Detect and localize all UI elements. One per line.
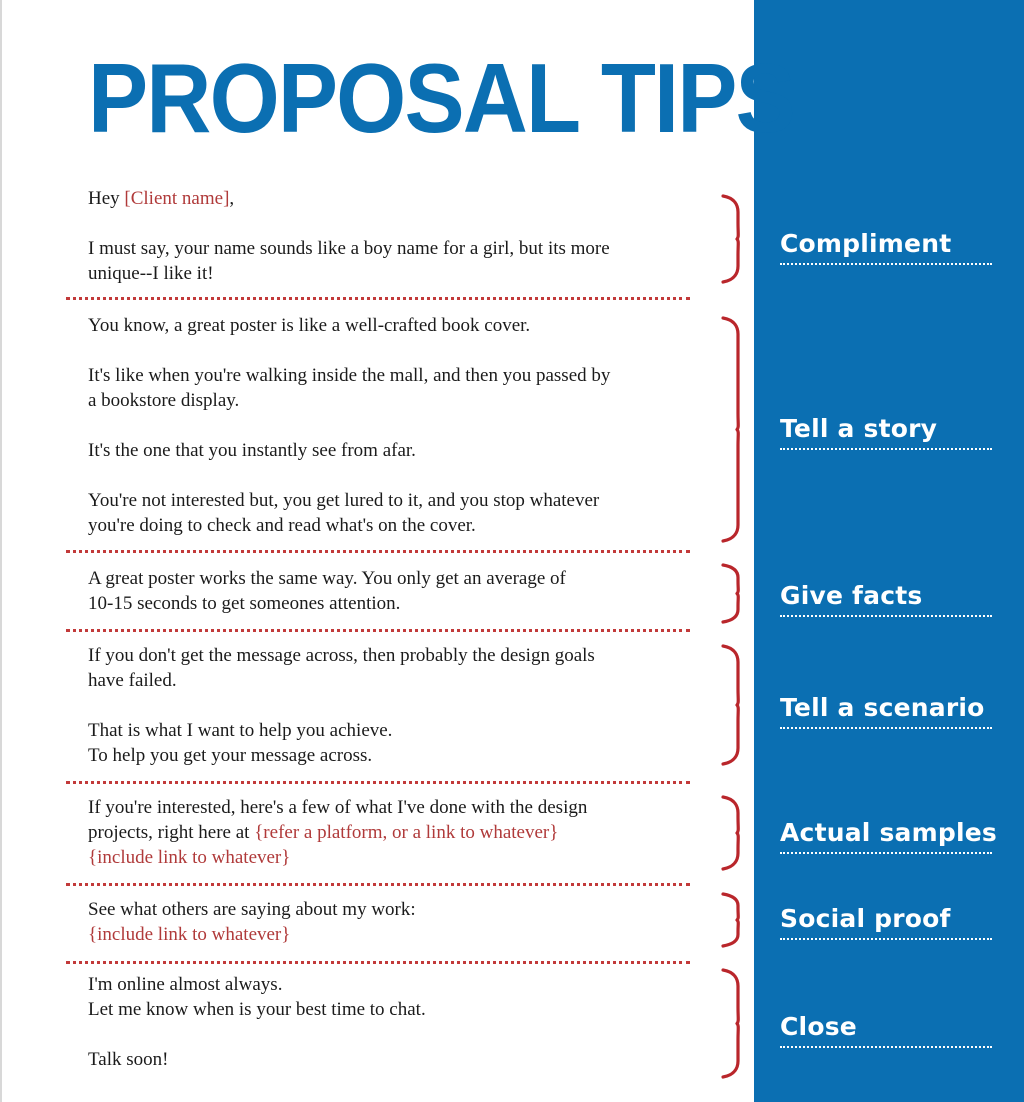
- section-3: [88, 566, 688, 616]
- section-label-4: Tell a scenario: [780, 692, 992, 729]
- section-label-1: Compliment: [780, 228, 992, 265]
- body-text: I'm online almost always.: [88, 974, 283, 995]
- section-label-2: Tell a story: [780, 413, 992, 450]
- curly-brace-3: [723, 565, 738, 622]
- body-text: unique--I like it!: [88, 263, 214, 284]
- page-title: PROPOSAL TIPS: [88, 43, 794, 153]
- section-5: [88, 795, 688, 870]
- section-label-7: Close: [780, 1011, 992, 1048]
- body-text: a bookstore display.: [88, 390, 240, 411]
- paragraph: [88, 313, 688, 338]
- paragraph: [88, 488, 688, 538]
- section-divider: [66, 781, 690, 784]
- paragraph: [88, 718, 688, 768]
- body-text: See what others are saying about my work:: [88, 899, 416, 920]
- body-text: I must say, your name sounds like a boy name for a girl, but its more: [88, 238, 610, 259]
- section-label-6: Social proof: [780, 903, 992, 940]
- curly-brace-2: [723, 318, 738, 541]
- body-text: ,: [229, 188, 235, 209]
- curly-brace-4: [723, 646, 738, 764]
- body-text: It's like when you're walking inside the mall, and then you passed by: [88, 365, 611, 386]
- paragraph: [88, 363, 688, 413]
- body-text: If you don't get the message across, then probably the design goals: [88, 645, 595, 666]
- body-text: Talk soon!: [88, 1049, 169, 1070]
- curly-brace-1: [723, 196, 738, 282]
- section-divider: [66, 297, 690, 300]
- section-label-5: Actual samples: [780, 817, 992, 854]
- section-label-3: Give facts: [780, 580, 992, 617]
- section-4: [88, 643, 688, 768]
- body-text: 10-15 seconds to get someones attention.: [88, 593, 401, 614]
- placeholder-text: [Client name]: [124, 188, 230, 209]
- body-text: have failed.: [88, 670, 177, 691]
- paragraph: [88, 1047, 688, 1072]
- section-divider: [66, 550, 690, 553]
- body-text: Hey: [88, 188, 125, 209]
- body-text: It's the one that you instantly see from afar.: [88, 440, 416, 461]
- body-text: you're doing to check and read what's on the cover.: [88, 515, 476, 536]
- curly-brace-7: [723, 970, 738, 1077]
- curly-brace-6: [723, 894, 738, 946]
- placeholder-text: {include link to whatever}: [88, 847, 291, 868]
- section-7: [88, 972, 688, 1072]
- paragraph: [88, 897, 688, 947]
- paragraph: [88, 236, 688, 286]
- section-divider: [66, 961, 690, 964]
- body-text: That is what I want to help you achieve.: [88, 720, 393, 741]
- body-text: Let me know when is your best time to chat.: [88, 999, 426, 1020]
- body-text: You're not interested but, you get lured to it, and you stop whatever: [88, 490, 600, 511]
- section-divider: [66, 883, 690, 886]
- placeholder-text: {include link to whatever}: [88, 924, 291, 945]
- body-text: projects, right here at: [88, 822, 255, 843]
- section-2: [88, 313, 688, 538]
- section-divider: [66, 629, 690, 632]
- paragraph: [88, 795, 688, 870]
- paragraph: [88, 438, 688, 463]
- body-text: To help you get your message across.: [88, 745, 373, 766]
- curly-brace-5: [723, 797, 738, 869]
- paragraph: [88, 643, 688, 693]
- paragraph: [88, 186, 688, 211]
- paragraph: [88, 972, 688, 1022]
- placeholder-text: {refer a platform, or a link to whatever}: [254, 822, 559, 843]
- paragraph: [88, 566, 688, 616]
- page-left-edge: [0, 0, 2, 1102]
- body-text: You know, a great poster is like a well-crafted book cover.: [88, 315, 531, 336]
- section-1: [88, 186, 688, 286]
- section-braces: [706, 0, 752, 1102]
- body-text: If you're interested, here's a few of what I've done with the design: [88, 797, 588, 818]
- body-text: A great poster works the same way. You only get an average of: [88, 568, 566, 589]
- section-6: [88, 897, 688, 947]
